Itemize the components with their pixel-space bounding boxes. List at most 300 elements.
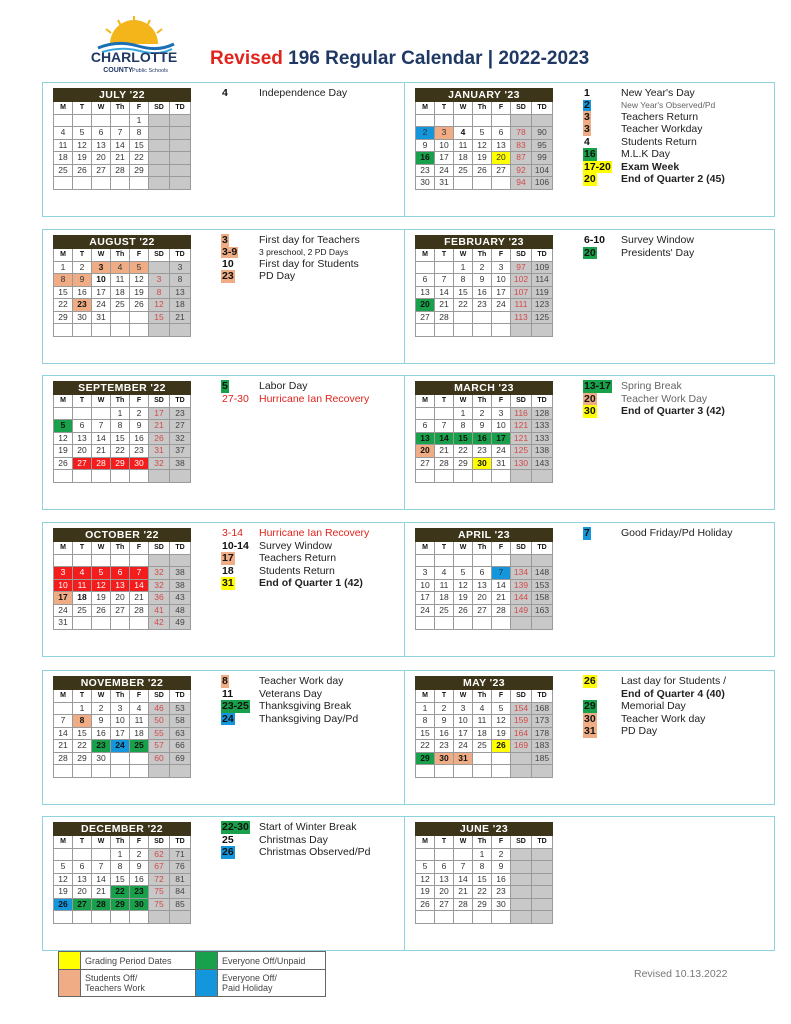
month-panel xyxy=(42,816,413,951)
week-row xyxy=(416,765,553,778)
day-cell: 6 xyxy=(73,420,92,433)
day-cell xyxy=(73,617,92,630)
week-row xyxy=(416,274,553,287)
day-cell: 29 xyxy=(111,457,130,470)
sd-count-cell: 125 xyxy=(511,445,532,458)
day-header: Th xyxy=(473,395,492,408)
day-cell xyxy=(92,765,111,778)
event-row xyxy=(221,713,411,726)
day-cell: 30 xyxy=(416,177,435,190)
week-row xyxy=(416,152,553,165)
event-row xyxy=(221,700,411,713)
week-row xyxy=(416,177,553,190)
day-header: T xyxy=(435,542,454,555)
day-cell: 21 xyxy=(92,445,111,458)
td-count-cell xyxy=(170,324,191,337)
day-cell xyxy=(73,407,92,420)
day-cell: 9 xyxy=(130,861,149,874)
day-cell: 19 xyxy=(473,152,492,165)
week-row xyxy=(54,299,191,312)
day-cell xyxy=(73,114,92,127)
week-row xyxy=(54,177,191,190)
td-count-cell xyxy=(170,139,191,152)
day-cell: 10 xyxy=(92,274,111,287)
day-cell: 27 xyxy=(73,457,92,470)
day-cell: 3 xyxy=(54,567,73,580)
event-row xyxy=(583,725,773,738)
sd-count-cell xyxy=(511,911,532,924)
day-cell: 18 xyxy=(435,592,454,605)
td-count-cell: 38 xyxy=(170,567,191,580)
sd-count-cell xyxy=(149,139,170,152)
day-cell: 22 xyxy=(454,445,473,458)
day-header: M xyxy=(416,395,435,408)
day-cell: 11 xyxy=(54,139,73,152)
day-cell: 5 xyxy=(54,420,73,433)
day-cell: 16 xyxy=(416,152,435,165)
event-row xyxy=(221,247,411,258)
td-count-cell: 71 xyxy=(170,848,191,861)
day-cell: 25 xyxy=(73,604,92,617)
day-cell: 20 xyxy=(492,152,511,165)
day-cell: 17 xyxy=(454,727,473,740)
day-cell xyxy=(130,911,149,924)
week-row xyxy=(416,407,553,420)
sd-count-cell: 67 xyxy=(149,861,170,874)
day-cell: 15 xyxy=(416,727,435,740)
day-cell xyxy=(435,848,454,861)
day-cell: 1 xyxy=(454,407,473,420)
td-count-cell xyxy=(170,470,191,483)
day-cell xyxy=(492,765,511,778)
sd-count-cell xyxy=(149,152,170,165)
week-row xyxy=(54,470,191,483)
day-header: Th xyxy=(473,690,492,703)
week-row xyxy=(54,898,191,911)
sd-count-cell: 78 xyxy=(511,127,532,140)
event-text: M.L.K Day xyxy=(621,148,671,160)
sd-count-cell: 60 xyxy=(149,752,170,765)
month-table xyxy=(415,88,553,190)
event-row xyxy=(583,393,773,406)
day-cell: 13 xyxy=(492,139,511,152)
event-text: Presidents' Day xyxy=(621,246,695,259)
day-cell xyxy=(473,554,492,567)
day-cell: 27 xyxy=(416,311,435,324)
sd-count-cell xyxy=(511,324,532,337)
event-list xyxy=(221,234,411,283)
td-count-cell: 123 xyxy=(532,299,553,312)
month-name: SEPTEMBER '22 xyxy=(54,382,191,395)
day-cell: 1 xyxy=(73,702,92,715)
td-count-cell xyxy=(532,617,553,630)
week-row xyxy=(416,554,553,567)
month-panel xyxy=(404,229,775,364)
day-cell: 16 xyxy=(473,432,492,445)
day-cell: 4 xyxy=(54,127,73,140)
event-text: Thanksgiving Break xyxy=(259,700,352,712)
event-date: 3 xyxy=(222,234,228,246)
day-cell: 17 xyxy=(435,152,454,165)
day-cell: 1 xyxy=(111,407,130,420)
day-cell: 24 xyxy=(92,299,111,312)
legend-swatch-green xyxy=(196,952,218,970)
day-cell xyxy=(492,752,511,765)
day-cell: 9 xyxy=(473,274,492,287)
event-text: Christmas Day xyxy=(259,833,328,846)
day-cell: 18 xyxy=(111,286,130,299)
day-header: M xyxy=(416,542,435,555)
day-cell: 27 xyxy=(92,164,111,177)
day-cell: 10 xyxy=(454,715,473,728)
day-cell: 10 xyxy=(416,579,435,592)
week-row xyxy=(54,286,191,299)
day-header: Th xyxy=(111,542,130,555)
day-cell: 16 xyxy=(435,727,454,740)
week-row xyxy=(416,873,553,886)
td-count-cell xyxy=(532,898,553,911)
week-row xyxy=(54,114,191,127)
day-cell: 26 xyxy=(492,740,511,753)
day-cell xyxy=(111,554,130,567)
day-cell: 28 xyxy=(435,311,454,324)
day-cell: 14 xyxy=(54,727,73,740)
day-cell: 16 xyxy=(473,286,492,299)
day-cell xyxy=(473,311,492,324)
day-header: TD xyxy=(532,836,553,849)
day-header: TD xyxy=(170,690,191,703)
event-text: Last day for Students / xyxy=(621,675,727,687)
week-row xyxy=(416,886,553,899)
day-cell xyxy=(492,617,511,630)
sd-count-cell: 154 xyxy=(511,702,532,715)
day-cell: 20 xyxy=(111,592,130,605)
sd-count-cell: 75 xyxy=(149,886,170,899)
event-date: 11 xyxy=(222,687,234,700)
day-cell xyxy=(92,470,111,483)
day-cell: 16 xyxy=(492,873,511,886)
day-cell xyxy=(435,765,454,778)
week-row xyxy=(416,592,553,605)
day-cell: 2 xyxy=(435,702,454,715)
day-header: T xyxy=(73,249,92,262)
day-cell: 13 xyxy=(73,432,92,445)
sd-count-cell xyxy=(511,617,532,630)
week-row xyxy=(54,911,191,924)
event-date: 1 xyxy=(584,87,590,99)
event-text: Teacher Work day xyxy=(259,675,344,687)
day-cell: 15 xyxy=(130,139,149,152)
td-count-cell: 95 xyxy=(532,139,553,152)
event-date: 13-17 xyxy=(584,380,611,392)
week-row xyxy=(54,164,191,177)
day-cell: 15 xyxy=(473,873,492,886)
day-cell: 19 xyxy=(454,592,473,605)
event-list xyxy=(583,380,773,418)
day-cell: 6 xyxy=(492,127,511,140)
week-row xyxy=(54,579,191,592)
day-header: T xyxy=(73,102,92,115)
week-row xyxy=(54,127,191,140)
td-count-cell: 38 xyxy=(170,457,191,470)
day-header: SD xyxy=(511,690,532,703)
event-text: Good Friday/Pd Holiday xyxy=(621,527,733,539)
week-row xyxy=(416,420,553,433)
day-cell: 17 xyxy=(416,592,435,605)
day-cell xyxy=(454,324,473,337)
day-cell: 20 xyxy=(73,445,92,458)
event-row xyxy=(583,405,773,418)
month-table xyxy=(415,822,553,924)
day-cell xyxy=(454,765,473,778)
day-cell: 6 xyxy=(92,127,111,140)
td-count-cell xyxy=(532,848,553,861)
day-cell xyxy=(54,554,73,567)
day-cell: 14 xyxy=(130,579,149,592)
day-cell: 12 xyxy=(54,873,73,886)
event-row xyxy=(221,821,411,834)
day-cell: 17 xyxy=(111,727,130,740)
event-text: PD Day xyxy=(621,725,658,737)
sd-count-cell: 169 xyxy=(511,740,532,753)
sd-count-cell xyxy=(149,114,170,127)
day-cell: 25 xyxy=(454,164,473,177)
day-cell: 19 xyxy=(92,592,111,605)
week-row xyxy=(416,164,553,177)
day-header: M xyxy=(54,102,73,115)
month-panel xyxy=(42,522,413,657)
event-date: 6-10 xyxy=(584,234,606,246)
event-row xyxy=(221,577,411,590)
day-header: F xyxy=(130,542,149,555)
event-date: 26 xyxy=(222,846,234,858)
day-cell: 30 xyxy=(92,752,111,765)
month-panel xyxy=(404,82,775,217)
day-cell xyxy=(130,617,149,630)
day-header: W xyxy=(454,542,473,555)
month-table xyxy=(53,676,191,778)
event-row xyxy=(221,540,411,553)
day-cell xyxy=(416,554,435,567)
day-cell: 10 xyxy=(435,139,454,152)
td-count-cell: 90 xyxy=(532,127,553,140)
td-count-cell xyxy=(532,114,553,127)
td-count-cell xyxy=(532,554,553,567)
sd-count-cell: 57 xyxy=(149,740,170,753)
event-row xyxy=(221,565,411,578)
sd-count-cell xyxy=(149,261,170,274)
event-date: 3 xyxy=(584,123,590,135)
event-row xyxy=(221,675,411,688)
event-row xyxy=(583,688,773,701)
month-name: JULY '22 xyxy=(54,89,191,102)
event-text: Labor Day xyxy=(259,380,308,392)
day-cell xyxy=(111,114,130,127)
month-name: APRIL '23 xyxy=(416,529,553,542)
day-cell: 2 xyxy=(416,127,435,140)
legend xyxy=(58,951,326,997)
event-text: Hurricane Ian Recovery xyxy=(259,392,370,405)
day-cell: 27 xyxy=(435,898,454,911)
td-count-cell xyxy=(170,177,191,190)
day-header: W xyxy=(454,836,473,849)
day-cell: 1 xyxy=(130,114,149,127)
td-count-cell: 18 xyxy=(170,299,191,312)
day-cell: 31 xyxy=(492,457,511,470)
day-cell xyxy=(92,617,111,630)
event-row xyxy=(221,380,411,393)
day-cell xyxy=(454,114,473,127)
day-cell: 17 xyxy=(492,286,511,299)
day-cell xyxy=(492,177,511,190)
week-row xyxy=(416,114,553,127)
day-cell: 9 xyxy=(416,139,435,152)
event-date: 27-30 xyxy=(222,392,249,405)
day-cell: 29 xyxy=(54,311,73,324)
day-header: TD xyxy=(532,102,553,115)
day-cell xyxy=(130,554,149,567)
event-row xyxy=(583,111,773,124)
td-count-cell: 133 xyxy=(532,420,553,433)
day-header: T xyxy=(73,836,92,849)
day-header: TD xyxy=(532,395,553,408)
day-cell xyxy=(473,324,492,337)
day-cell: 2 xyxy=(492,848,511,861)
day-cell xyxy=(111,617,130,630)
day-header: W xyxy=(92,836,111,849)
day-cell: 18 xyxy=(54,152,73,165)
day-cell xyxy=(416,324,435,337)
day-cell: 31 xyxy=(435,177,454,190)
week-row xyxy=(54,873,191,886)
day-header: W xyxy=(454,690,473,703)
week-row xyxy=(54,848,191,861)
day-cell xyxy=(54,177,73,190)
day-cell: 11 xyxy=(473,715,492,728)
td-count-cell: 125 xyxy=(532,311,553,324)
event-text: End of Quarter 1 (42) xyxy=(259,577,363,589)
day-cell: 10 xyxy=(111,715,130,728)
day-cell xyxy=(73,324,92,337)
day-cell: 5 xyxy=(454,567,473,580)
day-cell xyxy=(92,114,111,127)
month-name: AUGUST '22 xyxy=(54,236,191,249)
sd-count-cell: 26 xyxy=(149,432,170,445)
day-cell xyxy=(54,470,73,483)
day-cell: 14 xyxy=(435,432,454,445)
day-cell xyxy=(54,848,73,861)
day-cell: 30 xyxy=(130,457,149,470)
day-cell: 24 xyxy=(492,445,511,458)
event-text: Independence Day xyxy=(259,87,348,99)
sd-count-cell: 55 xyxy=(149,727,170,740)
day-header: Th xyxy=(111,395,130,408)
event-text: End of Quarter 4 (40) xyxy=(621,687,725,700)
td-count-cell xyxy=(532,765,553,778)
sd-count-cell: 50 xyxy=(149,715,170,728)
day-cell: 16 xyxy=(130,432,149,445)
sd-count-cell: 92 xyxy=(511,164,532,177)
event-row xyxy=(583,173,773,186)
event-row xyxy=(583,234,773,247)
day-cell: 2 xyxy=(473,261,492,274)
day-cell: 3 xyxy=(454,702,473,715)
day-cell xyxy=(92,848,111,861)
event-date: 3-14 xyxy=(222,527,244,539)
event-text: New Year's Day xyxy=(621,87,695,99)
td-count-cell: 38 xyxy=(170,579,191,592)
day-cell: 9 xyxy=(492,861,511,874)
day-cell xyxy=(416,261,435,274)
day-cell xyxy=(111,324,130,337)
day-header: TD xyxy=(532,249,553,262)
td-count-cell: 109 xyxy=(532,261,553,274)
week-row xyxy=(416,139,553,152)
week-row xyxy=(416,617,553,630)
event-row xyxy=(583,100,773,111)
event-row xyxy=(221,527,411,540)
event-date: 20 xyxy=(584,392,596,405)
day-header: SD xyxy=(511,102,532,115)
day-cell: 5 xyxy=(73,127,92,140)
day-header: M xyxy=(416,690,435,703)
day-cell xyxy=(111,911,130,924)
day-cell: 25 xyxy=(473,740,492,753)
sd-count-cell: 83 xyxy=(511,139,532,152)
day-cell xyxy=(111,470,130,483)
day-header: Th xyxy=(111,690,130,703)
day-cell xyxy=(111,765,130,778)
day-cell: 12 xyxy=(130,274,149,287)
month-name: JUNE '23 xyxy=(416,823,553,836)
month-name: MAY '23 xyxy=(416,677,553,690)
day-cell: 9 xyxy=(73,274,92,287)
day-cell: 15 xyxy=(454,432,473,445)
day-cell: 22 xyxy=(111,445,130,458)
day-cell: 26 xyxy=(416,898,435,911)
event-date: 3 xyxy=(584,110,590,123)
day-cell: 14 xyxy=(492,579,511,592)
td-count-cell: 58 xyxy=(170,715,191,728)
week-row xyxy=(54,886,191,899)
week-row xyxy=(54,261,191,274)
td-count-cell: 114 xyxy=(532,274,553,287)
event-date: 17-20 xyxy=(584,160,611,173)
day-cell: 30 xyxy=(73,311,92,324)
day-cell xyxy=(416,617,435,630)
sd-count-cell xyxy=(149,127,170,140)
week-row xyxy=(54,740,191,753)
day-header: W xyxy=(92,542,111,555)
month-name: MARCH '23 xyxy=(416,382,553,395)
day-cell: 1 xyxy=(111,848,130,861)
month-table xyxy=(415,528,553,630)
day-cell: 14 xyxy=(454,873,473,886)
sd-count-cell: 164 xyxy=(511,727,532,740)
td-count-cell: 106 xyxy=(532,177,553,190)
sd-count-cell: 31 xyxy=(149,445,170,458)
day-cell xyxy=(130,177,149,190)
sd-count-cell: 130 xyxy=(511,457,532,470)
day-cell: 28 xyxy=(111,164,130,177)
sd-count-cell: 139 xyxy=(511,579,532,592)
event-row xyxy=(583,700,773,713)
day-header: SD xyxy=(511,395,532,408)
week-row xyxy=(54,604,191,617)
event-text: Spring Break xyxy=(621,380,682,392)
day-cell xyxy=(454,617,473,630)
day-header: M xyxy=(54,542,73,555)
